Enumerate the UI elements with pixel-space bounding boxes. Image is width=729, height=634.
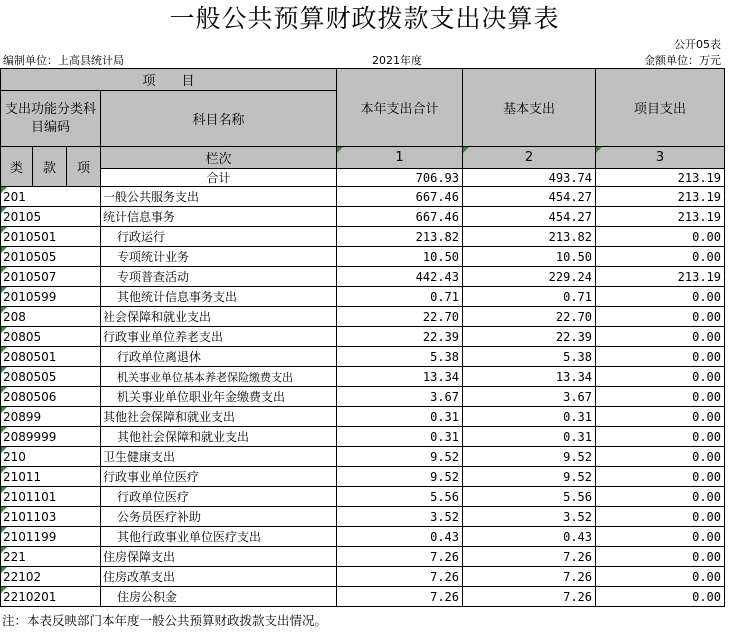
table-body [1, 187, 725, 607]
header-lanci: 栏次 [101, 147, 337, 169]
row-total: 0.71 [337, 287, 463, 307]
row-total: 3.67 [337, 387, 463, 407]
row-total: 667.46 [337, 207, 463, 227]
row-code: 21011 [1, 467, 101, 487]
row-basic: 13.34 [463, 367, 596, 387]
header-col1: 1 [337, 147, 463, 169]
row-code: 20105 [1, 207, 101, 227]
row-project: 213.19 [596, 187, 725, 207]
row-project: 0.00 [596, 547, 725, 567]
table-row [1, 307, 725, 327]
row-subject-name: 住房保障支出 [101, 547, 337, 567]
row-project: 0.00 [596, 407, 725, 427]
row-basic: 7.26 [463, 567, 596, 587]
header-kuan: 款 [33, 147, 67, 187]
row-code: 2080501 [1, 347, 101, 367]
fiscal-year: 2021年度 [372, 54, 422, 67]
table-row [1, 527, 725, 547]
table-row [1, 227, 725, 247]
table-row [1, 367, 725, 387]
total-project: 213.19 [596, 169, 725, 187]
table-row [1, 287, 725, 307]
total-sum: 706.93 [337, 169, 463, 187]
row-total: 13.34 [337, 367, 463, 387]
row-code: 2080506 [1, 387, 101, 407]
table-row [1, 487, 725, 507]
header-item: 项 目 [1, 69, 337, 91]
row-basic: 7.26 [463, 547, 596, 567]
row-project: 0.00 [596, 287, 725, 307]
row-basic: 22.39 [463, 327, 596, 347]
row-basic: 0.71 [463, 287, 596, 307]
table-row [1, 507, 725, 527]
row-basic: 0.43 [463, 527, 596, 547]
row-project: 0.00 [596, 567, 725, 587]
row-code: 221 [1, 547, 101, 567]
row-basic: 213.82 [463, 227, 596, 247]
total-basic: 493.74 [463, 169, 596, 187]
row-total: 9.52 [337, 447, 463, 467]
row-code: 2101103 [1, 507, 101, 527]
table-row [1, 327, 725, 347]
table-row [1, 567, 725, 587]
row-subject-name: 其他社会保障和就业支出 [101, 427, 337, 447]
row-subject-name: 其他社会保障和就业支出 [101, 407, 337, 427]
row-total: 0.31 [337, 407, 463, 427]
row-total: 3.52 [337, 507, 463, 527]
row-basic: 3.52 [463, 507, 596, 527]
header-basic: 基本支出 [463, 69, 596, 147]
row-subject-name: 一般公共服务支出 [101, 187, 337, 207]
row-total: 442.43 [337, 267, 463, 287]
header-col2: 2 [463, 147, 596, 169]
row-total: 5.38 [337, 347, 463, 367]
header-col3: 3 [596, 147, 725, 169]
row-subject-name: 行政事业单位医疗 [101, 467, 337, 487]
row-project: 0.00 [596, 347, 725, 367]
row-total: 0.43 [337, 527, 463, 547]
row-project: 0.00 [596, 327, 725, 347]
header-subject-name: 科目名称 [101, 91, 337, 147]
row-total: 7.26 [337, 567, 463, 587]
footnote: 注：本表反映部门本年度一般公共预算财政拨款支出情况。 [2, 613, 328, 628]
compiling-unit: 编制单位：上高县统计局 [3, 54, 124, 67]
table-row [1, 427, 725, 447]
row-project: 0.00 [596, 227, 725, 247]
table-row [1, 267, 725, 287]
row-total: 0.31 [337, 427, 463, 447]
header-total: 本年支出合计 [337, 69, 463, 147]
row-basic: 5.56 [463, 487, 596, 507]
row-total: 10.50 [337, 247, 463, 267]
row-project: 213.19 [596, 207, 725, 227]
table-row [1, 207, 725, 227]
row-basic: 22.70 [463, 307, 596, 327]
row-total: 7.26 [337, 587, 463, 607]
row-subject-name: 专项统计业务 [101, 247, 337, 267]
row-project: 0.00 [596, 467, 725, 487]
row-basic: 3.67 [463, 387, 596, 407]
row-basic: 0.31 [463, 407, 596, 427]
header-xiang: 项 [67, 147, 101, 187]
row-code: 2010507 [1, 267, 101, 287]
row-total: 7.26 [337, 547, 463, 567]
table-row [1, 547, 725, 567]
row-total: 667.46 [337, 187, 463, 207]
table-row [1, 587, 725, 607]
table-row [1, 387, 725, 407]
row-subject-name: 卫生健康支出 [101, 447, 337, 467]
row-project: 0.00 [596, 427, 725, 447]
row-basic: 229.24 [463, 267, 596, 287]
row-total: 9.52 [337, 467, 463, 487]
header-func-code: 支出功能分类科目编码 [1, 91, 101, 147]
row-basic: 7.26 [463, 587, 596, 607]
row-basic: 0.31 [463, 427, 596, 447]
row-code: 210 [1, 447, 101, 467]
row-code: 2010501 [1, 227, 101, 247]
row-subject-name: 社会保障和就业支出 [101, 307, 337, 327]
row-project: 0.00 [596, 307, 725, 327]
row-subject-name: 统计信息事务 [101, 207, 337, 227]
table-row [1, 407, 725, 427]
row-subject-name: 专项普查活动 [101, 267, 337, 287]
row-basic: 9.52 [463, 467, 596, 487]
row-code: 2080505 [1, 367, 101, 387]
row-code: 20899 [1, 407, 101, 427]
header-project: 项目支出 [596, 69, 725, 147]
row-basic: 9.52 [463, 447, 596, 467]
total-label: 合计 [101, 169, 337, 187]
row-code: 2210201 [1, 587, 101, 607]
row-code: 2089999 [1, 427, 101, 447]
row-project: 213.19 [596, 267, 725, 287]
row-basic: 454.27 [463, 207, 596, 227]
row-subject-name: 其他行政事业单位医疗支出 [101, 527, 337, 547]
row-code: 22102 [1, 567, 101, 587]
row-subject-name: 行政事业单位养老支出 [101, 327, 337, 347]
row-total: 22.70 [337, 307, 463, 327]
table-row [1, 247, 725, 267]
row-code: 2101199 [1, 527, 101, 547]
amount-unit: 金额单位：万元 [644, 54, 721, 67]
form-code: 公开05表 [674, 38, 721, 51]
row-project: 0.00 [596, 387, 725, 407]
row-total: 5.56 [337, 487, 463, 507]
row-code: 201 [1, 187, 101, 207]
table-row [1, 347, 725, 367]
row-subject-name: 机关事业单位职业年金缴费支出 [101, 387, 337, 407]
row-basic: 5.38 [463, 347, 596, 367]
row-project: 0.00 [596, 527, 725, 547]
row-basic: 10.50 [463, 247, 596, 267]
header-lei: 类 [1, 147, 33, 187]
row-project: 0.00 [596, 587, 725, 607]
report-title: 一般公共预算财政拨款支出决算表 [169, 4, 560, 33]
row-total: 213.82 [337, 227, 463, 247]
row-code: 2010505 [1, 247, 101, 267]
row-project: 0.00 [596, 247, 725, 267]
row-project: 0.00 [596, 447, 725, 467]
row-subject-name: 行政运行 [101, 227, 337, 247]
row-subject-name: 住房改革支出 [101, 567, 337, 587]
row-subject-name: 公务员医疗补助 [101, 507, 337, 527]
table-row [1, 187, 725, 207]
row-project: 0.00 [596, 367, 725, 387]
row-code: 20805 [1, 327, 101, 347]
row-subject-name: 行政单位医疗 [101, 487, 337, 507]
row-subject-name: 机关事业单位基本养老保险缴费支出 [101, 367, 337, 387]
table-row [1, 447, 725, 467]
row-code: 2101101 [1, 487, 101, 507]
expenditure-table [0, 68, 725, 607]
row-subject-name: 其他统计信息事务支出 [101, 287, 337, 307]
row-code: 2010599 [1, 287, 101, 307]
row-subject-name: 住房公积金 [101, 587, 337, 607]
row-subject-name: 行政单位离退休 [101, 347, 337, 367]
row-total: 22.39 [337, 327, 463, 347]
row-project: 0.00 [596, 507, 725, 527]
row-project: 0.00 [596, 487, 725, 507]
row-basic: 454.27 [463, 187, 596, 207]
row-code: 208 [1, 307, 101, 327]
table-row [1, 467, 725, 487]
